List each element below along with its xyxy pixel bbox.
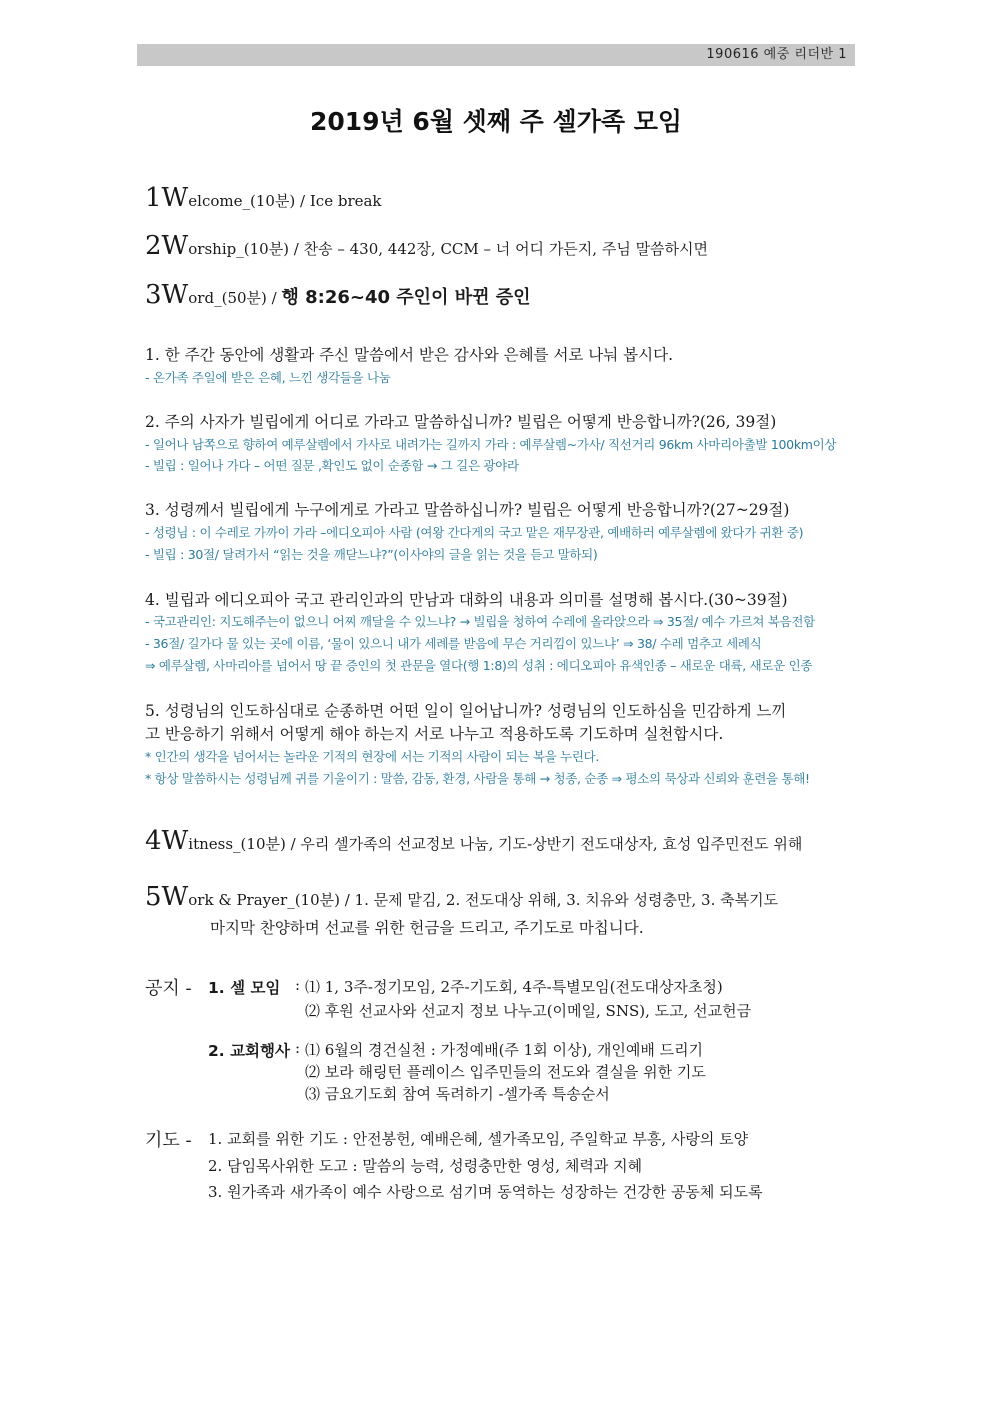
notice-item: ⑶ 금요기도회 참여 독려하기 -셀가족 특송순서: [305, 1085, 610, 1103]
document-header-bar: [137, 44, 855, 66]
question-2: 2. 주의 사자가 빌립에게 어디로 가라고 말씀하십니까? 빌립은 어떻게 반응합니까?(26, 39절): [145, 413, 777, 431]
section-welcome: 1Welcome_(10분) / Ice break: [145, 183, 382, 213]
notice-church-event-head: 2. 교회행사: [208, 1042, 290, 1060]
question-4-note: - 국고관리인: 지도해주는이 없으니 어찌 깨달을 수 있느냐? → 빌립을 청하여 수레에 올라앉으라 ⇒ 35절/ 예수 가르쳐 복음전함: [145, 614, 815, 629]
section-work-prayer-line2: 마지막 찬양하며 선교를 위한 헌금을 드리고, 주기도로 마칩니다.: [210, 919, 644, 937]
question-5-note: * 인간의 생각을 넘어서는 놀라운 기적의 현장에 서는 기적의 사람이 되는 복을 누린다.: [145, 749, 600, 764]
notice-item: ⑴ 6월의 경건실천 : 가정예배(주 1회 이상), 개인예배 드리기: [305, 1041, 704, 1059]
question-4-note: - 36절/ 길가다 물 있는 곳에 이름, ‘물이 있으니 내가 세례를 받음에 무슨 거리낌이 있느냐’ ⇒ 38/ 수레 멈추고 세례식: [145, 636, 762, 651]
question-3-note: - 빌립 : 30절/ 달려가서 “읽는 것을 깨닫느냐?”(이사야의 글을 읽는 것을 듣고 말하되): [145, 547, 598, 562]
question-1: 1. 한 주간 동안에 생활과 주신 말씀에서 받은 감사와 은혜를 서로 나눠 봅시다.: [145, 346, 674, 364]
section-witness: 4Witness_(10분) / 우리 셀가족의 선교정보 나눔, 기도-상반기 전도대상자, 효성 입주민전도 위해: [145, 826, 803, 856]
prayer-item: 1. 교회를 위한 기도 : 안전봉헌, 예배은혜, 셀가족모임, 주일학교 부흥, 사랑의 토양: [208, 1130, 749, 1148]
scripture-reference: 행 8:26~40 주인이 바뀐 증인: [281, 287, 531, 308]
question-3-note: - 성령님 : 이 수레로 가까이 가라 –에디오피아 사람 (여왕 간다게의 국고 맡은 재무장관, 예배하러 예루살렘에 왔다가 귀환 중): [145, 525, 804, 540]
question-4-note: ⇒ 예루살렘, 사마리아를 넘어서 땅 끝 증인의 첫 관문을 열다(행 1:8)의 성취 : 에디오피아 유색인종 – 새로운 대륙, 새로운 인종: [145, 658, 813, 673]
notice-label: 공지 -: [145, 978, 192, 999]
question-5-note: * 항상 말씀하시는 성령님께 귀를 기울이기 : 말씀, 감동, 환경, 사람을 통해 → 청종, 순종 ⇒ 평소의 묵상과 신뢰와 훈련을 통해!: [145, 771, 810, 786]
page-title: 2019년 6월 셋째 주 셀가족 모임: [310, 107, 682, 136]
question-5: 5. 성령님의 인도하심대로 순종하면 어떤 일이 일어납니까? 성령님의 인도하심을 민감하게 느끼: [145, 702, 787, 720]
prayer-item: 3. 원가족과 새가족이 예수 사랑으로 섬기며 동역하는 성장하는 건강한 공동체 되도록: [208, 1183, 763, 1201]
notice-separator: :: [295, 1039, 301, 1057]
section-word: 3Word_(50분) / 행 8:26~40 주인이 바뀐 증인: [145, 280, 531, 310]
section-worship: 2Worship_(10분) / 찬송 – 430, 442장, CCM – 너 어디 가든지, 주님 말씀하시면: [145, 231, 709, 261]
header-label: 190616 예중 리더반 1: [706, 47, 847, 62]
prayer-item: 2. 담임목사위한 도고 : 말씀의 능력, 성령충만한 영성, 체력과 지혜: [208, 1157, 643, 1175]
notice-item: ⑵ 후원 선교사와 선교지 정보 나누고(이메일, SNS), 도고, 선교헌금: [305, 1002, 752, 1020]
notice-item: ⑴ 1, 3주-정기모임, 2주-기도회, 4주-특별모임(전도대상자초청): [305, 978, 723, 996]
notice-item: ⑵ 보라 해링턴 플레이스 입주민들의 전도와 결실을 위한 기도: [305, 1063, 706, 1081]
section-work-prayer: 5Work & Prayer_(10분) / 1. 문제 맡김, 2. 전도대상 위해, 3. 치유와 성령충만, 3. 축복기도: [145, 882, 779, 912]
question-2-note: - 일어나 남쪽으로 향하여 예루살렘에서 가사로 내려가는 길까지 가라 : 예루살렘~가사/ 직선거리 96km 사마리아출발 100km이상: [145, 437, 837, 452]
question-4: 4. 빌립과 에디오피아 국고 관리인과의 만남과 대화의 내용과 의미를 설명해 봅시다.(30~39절): [145, 591, 788, 609]
question-3: 3. 성령께서 빌립에게 누구에게로 가라고 말씀하십니까? 빌립은 어떻게 반응합니까?(27~29절): [145, 501, 790, 519]
notice-cell-meeting-head: 1. 셀 모임: [208, 979, 281, 997]
notice-separator: :: [295, 976, 301, 994]
question-2-note: - 빌립 : 일어나 가다 – 어떤 질문 ,확인도 없이 순종함 → 그 길은 광야라: [145, 458, 519, 473]
prayer-label: 기도 -: [145, 1130, 192, 1151]
question-1-note: - 온가족 주일에 받은 은혜, 느낀 생각들을 나눔: [145, 370, 391, 385]
question-5-continued: 고 반응하기 위해서 어떻게 해야 하는지 서로 나누고 적용하도록 기도하며 실천합시다.: [145, 725, 724, 743]
